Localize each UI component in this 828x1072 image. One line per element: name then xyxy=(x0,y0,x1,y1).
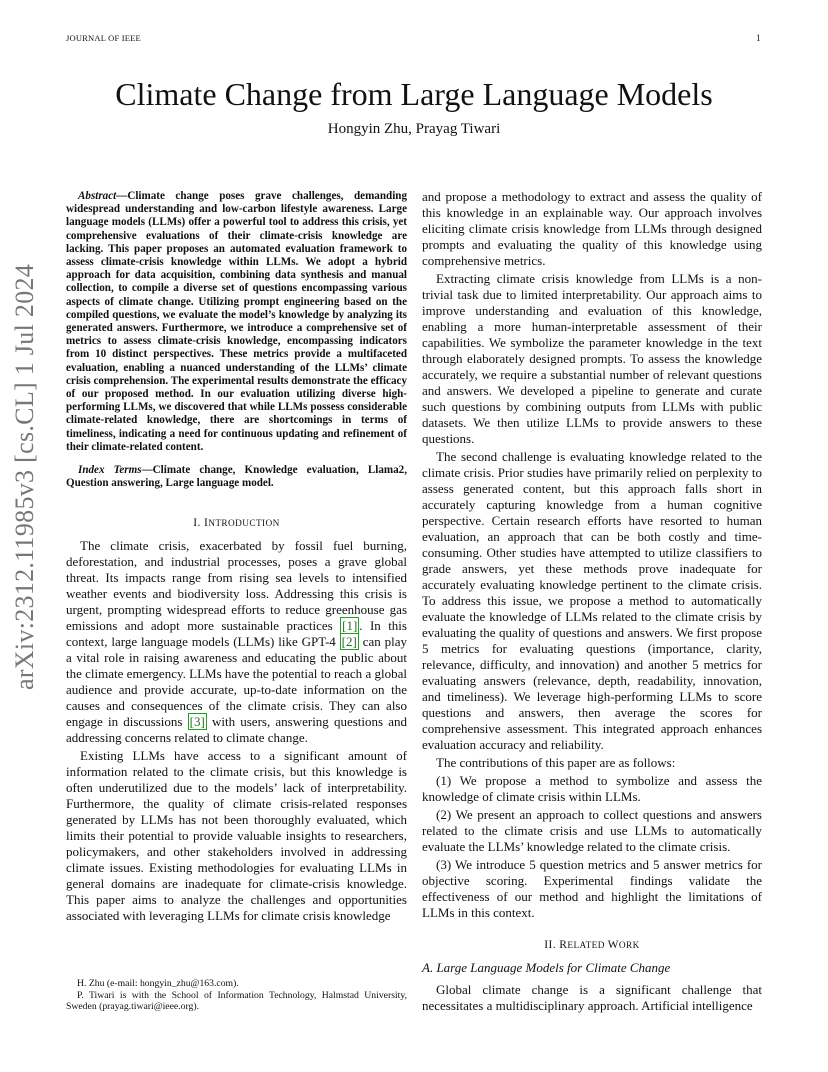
contribution-2: (2) We present an approach to collect questions and answers related to the climate crisis and use LLMs to automatically evaluate the LLMs’ knowledge related to the climate crisis. xyxy=(422,807,762,854)
paper-title: Climate Change from Large Language Models xyxy=(115,76,713,112)
related-work-paragraph-1: Global climate change is a significant challenge that necessitates a multidisciplinary approach. Artificial intelligence xyxy=(422,982,762,1013)
index-terms-text: —Climate change, Knowledge evaluation, Llama2, Question answering, Large language model. xyxy=(66,464,407,490)
right-column xyxy=(422,189,762,1016)
intro-paragraph-4: Extracting climate crisis knowledge from LLMs is a non-trivial task due to limited interpretability. Our approach aims to improve understanding and evaluation of this knowledge, enabling a more human-interpretable assessment of their capabilities. We symbolize the parameter knowledge in the text through elaborately designed prompts. To assess the knowledge accurately, we require a substantial number of relevant questions and answers. We developed a pipeline to generate and curate such questions by combining outputs from LLMs with public datasets. We then utilize LLMs to provide answers to these questions. xyxy=(422,271,762,446)
section-heading-related-work: II. RELATED WORK xyxy=(544,939,640,951)
intro-paragraph-5: The second challenge is evaluating knowledge related to the climate crisis. Prior studies have primarily relied on perplexity to assess generated content, but this approach falls short in accurately capturing knowledge from a human cognitive perspective. Certain research efforts have resorted to human evaluation, an approach that can be both costly and time-consuming. Other studies have attempted to utilize classifiers to grade answers, yet these methods prove inadequate for accurately evaluating knowledge pertinent to the climate crisis. To address this issue, we propose a method to automatically evaluate the knowledge of LLMs related to the climate crisis by evaluating the quality of questions and answers. We first propose 5 metrics for evaluating questions (importance, clarity, relevance, difficulty, and innovation) and another 5 metrics for evaluating answers (relevance, depth, readability, innovation, and timeliness). We leverage high-performing LLMs to score questions and answers, then average the scores for comprehensive assessment. This integrated approach enhances evaluation accuracy and reliability. xyxy=(422,449,762,752)
subsection-heading: A. Large Language Models for Climate Change xyxy=(422,960,671,975)
page-number: 1 xyxy=(756,33,761,43)
intro-paragraph-1: The climate crisis, exacerbated by fossil fuel burning, deforestation, and industrial processes, poses a grave global threat. Its impacts range from rising sea levels to intensified weather events and biodiversity loss. Addressing this crisis is urgent, prompting widespread efforts to reduce greenhouse gas emissions and adopt more sustainable practices [1] . In this context, large language models (LLMs) like GPT-4 [2] can play a vital role in raising awareness and educating the public about the climate emergency. LLMs have the potential to reach a global audience and provide accurate, up-to-date information on the causes and consequences of the climate crisis. They can also engage in discussions [3] with users, answering questions and addressing concerns related to climate change. xyxy=(66,538,408,746)
contribution-3: (3) We introduce 5 question metrics and 5 answer metrics for objective scoring. Experimental findings validate the effectiveness of our method and highlight the limitations of LLMs in this context. xyxy=(422,857,762,920)
citation-link-1[interactable]: [1] xyxy=(342,618,358,634)
section-heading-introduction: I. INTRODUCTION xyxy=(193,517,280,530)
index-terms-label: Index Terms xyxy=(78,464,142,477)
contribution-1: (1) We propose a method to symbolize and assess the knowledge of climate crisis within LLMs. xyxy=(422,773,762,804)
intro-paragraph-2: Existing LLMs have access to a significant amount of information related to the climate crisis, but this knowledge is often underutilized due to the models’ lack of interpretability. Furthermore, the quality of climate crisis-related responses generated by LLMs has not been thoroughly evaluated, which limits their potential to provide valuable insights to researchers, policymakers, and other stakeholders involved in addressing climate issues. Existing methodologies for evaluating LLMs in general domains are inadequate for climate-crisis knowledge. This paper aims to analyze the challenges and opportunities associated with leveraging LLMs for climate crisis knowledge xyxy=(66,748,407,924)
running-head: JOURNAL OF IEEE xyxy=(66,33,141,43)
arxiv-identifier: arXiv:2312.11985v3 [cs.CL] 1 Jul 2024 xyxy=(10,263,39,690)
footnotes xyxy=(66,978,407,1013)
intro-paragraph-3: and propose a methodology to extract and assess the quality of this knowledge in an explainable way. Our approach involves eliciting climate crisis knowledge from LLMs through designed prompts and evaluating the quality of this knowledge using comprehensive metrics. xyxy=(422,189,762,268)
abstract-label: Abstract xyxy=(78,190,117,202)
left-column xyxy=(66,190,407,926)
citation-link-3[interactable]: [3] xyxy=(189,714,205,730)
footnote-author-1: H. Zhu (e-mail: hongyin_zhu@163.com). xyxy=(77,978,239,989)
abstract xyxy=(66,190,407,454)
footnote-author-2: P. Tiwari is with the School of Information Technology, Halmstad University, Sweden (prayag.tiwari@ieee.org). xyxy=(66,989,407,1012)
author-list: Hongyin Zhu, Prayag Tiwari xyxy=(327,121,501,137)
citation-link-2[interactable]: [2] xyxy=(341,634,357,650)
contributions-intro: The contributions of this paper are as follows: xyxy=(436,755,676,770)
index-terms xyxy=(66,464,407,490)
abstract-text: —Climate change poses grave challenges, demanding widespread understanding and low-carbon lifestyle awareness. Large language models (LLMs) offer a powerful tool to address this crisis, yet comprehensive evaluations of their climate-crisis knowledge are lacking. This paper proposes an automated evaluation framework to assess climate-crisis knowledge within LLMs. We adopt a hybrid approach for data acquisition, combining data synthesis and manual collection, to compile a diverse set of questions encompassing various aspects of climate change. Utilizing prompt engineering based on the compiled questions, we evaluate the model’s knowledge by analyzing its generated answers. Furthermore, we introduce a comprehensive set of metrics to assess climate-crisis knowledge, encompassing indicators from 10 distinct perspectives. These metrics provide a multifaceted evaluation, enabling a nuanced understanding of the LLMs’ climate crisis comprehension. The experimental results demonstrate the efficacy of our proposed method. In our evaluation utilizing diverse high-performing LLMs, we discovered that while LLMs possess considerable climate-related knowledge, there are shortcomings in terms of timeliness, indicating a need for continuous updating and refinement of their climate-related content. xyxy=(66,190,407,453)
